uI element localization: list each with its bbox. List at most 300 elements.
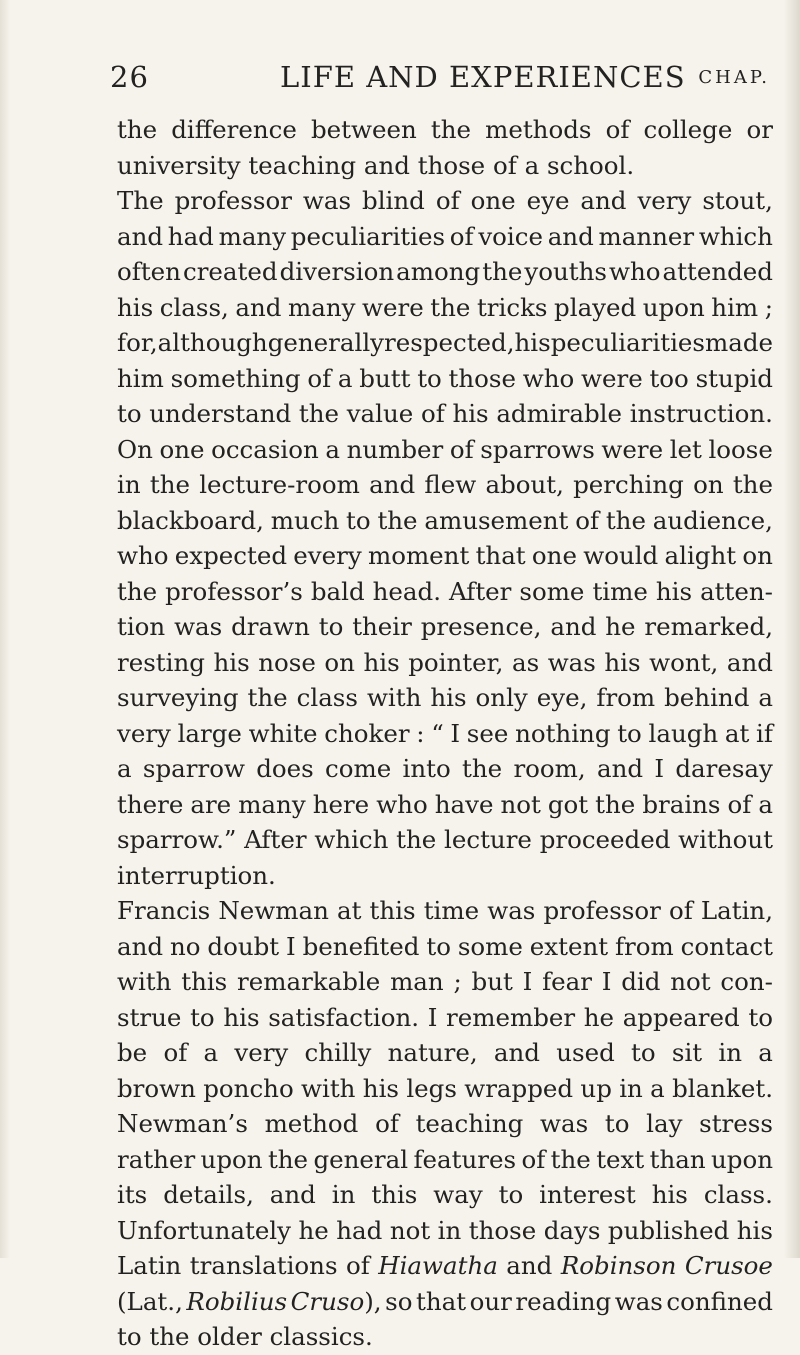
word: I — [286, 931, 296, 961]
word: of — [420, 399, 445, 428]
word: the — [149, 470, 190, 499]
word: Robinson — [560, 1251, 677, 1280]
word: the — [732, 470, 773, 499]
text-line — [117, 1035, 773, 1071]
word: the — [595, 789, 636, 819]
word: Hiawatha — [378, 1251, 498, 1280]
word: with — [366, 683, 422, 712]
word: his — [363, 647, 400, 677]
word: sparrow.” — [117, 825, 237, 854]
word: “ — [431, 718, 444, 748]
word: a — [325, 434, 340, 464]
word: Crusoe — [684, 1251, 773, 1280]
word: used — [556, 1038, 615, 1067]
word: I — [450, 718, 461, 748]
text-line — [117, 787, 773, 823]
word: brains — [642, 789, 721, 819]
word: in — [117, 470, 141, 499]
text-line — [117, 467, 773, 503]
word: his — [223, 1002, 260, 1032]
word: the — [550, 1144, 591, 1174]
word: him — [117, 363, 164, 393]
word: amusement — [424, 505, 569, 535]
word: some — [457, 931, 523, 961]
word: of — [345, 1251, 370, 1280]
page-right-edge — [784, 0, 800, 1258]
word: the — [430, 115, 471, 144]
word: who — [376, 789, 428, 819]
word: confined — [666, 1286, 773, 1316]
word: occasion — [211, 434, 319, 464]
word: often — [117, 257, 181, 286]
word: and — [117, 931, 164, 961]
word: for, — [117, 328, 158, 357]
word: class. — [703, 1180, 773, 1209]
word: this — [181, 967, 228, 996]
word: I — [522, 967, 533, 996]
page-header — [110, 60, 770, 100]
word: the — [462, 754, 503, 783]
word: attended — [662, 257, 773, 286]
text-line — [117, 858, 773, 894]
word: and — [235, 292, 282, 322]
word: professor’s — [165, 576, 303, 606]
word: bald — [310, 576, 365, 606]
word: a — [650, 1073, 665, 1103]
word: ; — [764, 292, 773, 322]
word: surveying — [117, 683, 239, 712]
text-line — [117, 503, 773, 539]
word: got — [547, 789, 589, 819]
word: text — [596, 1144, 645, 1174]
word: resting — [117, 647, 205, 677]
word: which — [314, 825, 389, 854]
word: man — [390, 967, 444, 996]
word: remember — [446, 1002, 576, 1032]
word: college — [643, 115, 733, 144]
word: from — [614, 931, 674, 961]
word: nothing — [515, 718, 611, 748]
word: into — [402, 754, 451, 783]
word: to — [748, 1002, 773, 1032]
word: of — [435, 186, 460, 215]
word: After — [448, 576, 512, 606]
word: to — [631, 1038, 656, 1067]
word: ; — [453, 967, 462, 996]
word: does — [256, 754, 314, 783]
word: After — [244, 825, 307, 854]
word: flew — [424, 470, 477, 499]
word: his — [452, 399, 489, 428]
word: diversion — [279, 257, 395, 286]
word: upon — [642, 292, 705, 322]
word: nose — [258, 647, 316, 677]
word: and — [117, 221, 164, 251]
word: (Lat., — [117, 1286, 183, 1316]
word: to — [417, 363, 442, 393]
word: the — [430, 292, 471, 322]
word: that — [475, 541, 526, 570]
text-line — [117, 716, 773, 752]
word: of — [727, 789, 752, 819]
text-line — [117, 148, 773, 184]
word: up — [580, 1073, 612, 1103]
word: and — [493, 1038, 540, 1067]
word: which — [698, 221, 773, 251]
word: in — [718, 1038, 743, 1067]
word: methods — [485, 115, 592, 144]
word: his — [362, 1073, 399, 1103]
word: without — [678, 825, 773, 854]
word: have — [434, 789, 494, 819]
text-line — [117, 1106, 773, 1142]
word: reading — [515, 1286, 612, 1316]
text-line — [117, 964, 773, 1000]
text-line — [117, 1319, 773, 1355]
word: details, — [163, 1180, 254, 1209]
line-text: interruption. — [117, 860, 276, 890]
word: large — [177, 718, 242, 748]
word: lecture — [444, 825, 532, 854]
word: on — [742, 541, 773, 570]
text-line — [117, 1284, 773, 1320]
word: white — [248, 718, 318, 748]
word: to — [346, 505, 371, 535]
word: value — [346, 399, 414, 428]
word: many — [288, 292, 356, 322]
word: one — [470, 186, 516, 215]
text-line — [117, 361, 773, 397]
word: his — [430, 683, 467, 712]
word: was — [302, 186, 352, 215]
word: their — [352, 612, 412, 641]
word: butt — [359, 363, 411, 393]
word: the — [377, 505, 418, 535]
word: youths — [524, 257, 607, 286]
word: some — [519, 576, 585, 606]
word: this — [369, 896, 416, 925]
word: professor — [174, 186, 292, 215]
word: the — [247, 683, 288, 712]
word: loose — [708, 434, 773, 464]
word: something — [170, 363, 301, 393]
word: time — [592, 576, 648, 606]
text-line — [117, 645, 773, 681]
word: was — [174, 612, 223, 641]
word: played — [554, 292, 637, 322]
word: alight — [664, 541, 737, 570]
word: I — [427, 1002, 438, 1032]
word: Unfortunately — [117, 1215, 291, 1245]
word: remarked, — [644, 612, 773, 641]
word: room, — [513, 754, 586, 783]
word: contact — [680, 931, 773, 961]
word: about, — [485, 470, 564, 499]
word: the — [298, 399, 340, 428]
word: were — [362, 292, 424, 322]
word: translations — [189, 1251, 338, 1280]
word: The — [117, 186, 164, 215]
word: expected — [174, 541, 288, 570]
text-line — [117, 254, 773, 290]
text-line — [117, 680, 773, 716]
word: but — [471, 967, 513, 996]
word: among — [396, 257, 481, 286]
word: upon — [711, 1144, 773, 1174]
word: let — [669, 434, 702, 464]
word: not — [670, 967, 711, 996]
word: in — [619, 1073, 643, 1103]
word: of — [163, 1038, 188, 1067]
word: as — [511, 647, 540, 677]
page-number: 26 — [110, 60, 149, 94]
word: legs — [406, 1073, 457, 1103]
word: of — [307, 363, 332, 393]
text-line — [117, 290, 773, 326]
word: : — [416, 718, 425, 748]
word: would — [583, 541, 659, 570]
word: on — [693, 470, 724, 499]
word: perching — [573, 470, 684, 499]
word: audience, — [652, 505, 773, 535]
running-title: LIFE AND EXPERIENCES — [280, 60, 686, 94]
word: nature, — [387, 1038, 478, 1067]
word: very — [117, 718, 171, 748]
word: had — [167, 221, 214, 251]
word: his — [514, 328, 551, 357]
word: of — [449, 221, 474, 251]
word: and — [269, 1180, 316, 1209]
word: that — [415, 1286, 467, 1316]
word: poncho — [203, 1073, 294, 1103]
word: only — [475, 683, 528, 712]
word: many — [238, 789, 306, 819]
word: were — [581, 363, 643, 393]
word: on — [324, 647, 355, 677]
chapter-label: CHAP. — [698, 67, 770, 88]
text-line — [117, 1248, 773, 1284]
word: did — [621, 967, 661, 996]
word: his — [655, 576, 693, 606]
text-line — [117, 1000, 773, 1036]
text-line — [117, 929, 773, 965]
word: very — [234, 1038, 289, 1067]
word: voice — [478, 221, 543, 251]
word: see — [466, 718, 509, 748]
word: one — [159, 434, 205, 464]
word: days — [543, 1215, 601, 1245]
word: the — [267, 1144, 309, 1174]
word: brown — [117, 1073, 196, 1103]
word: proceeded — [539, 825, 671, 854]
text-line — [117, 112, 773, 148]
word: his — [736, 1215, 773, 1245]
word: class, — [159, 292, 229, 322]
word: tricks — [476, 292, 548, 322]
word: created — [182, 257, 278, 286]
word: Latin, — [700, 896, 773, 925]
word: with — [301, 1073, 356, 1103]
text-line — [117, 1177, 773, 1213]
text-line — [117, 325, 773, 361]
word: there — [117, 789, 184, 819]
word: tion — [117, 612, 166, 641]
word: stupid — [695, 363, 773, 393]
word: peculiarities — [290, 221, 446, 251]
word: of — [521, 1144, 546, 1174]
word: who — [522, 363, 575, 393]
word: this — [371, 1180, 418, 1209]
word: interest — [539, 1180, 636, 1209]
text-line — [117, 1142, 773, 1178]
word: extent — [529, 931, 609, 961]
word: the — [605, 505, 646, 535]
word: than — [649, 1144, 706, 1174]
word: and — [726, 647, 773, 677]
word: to — [190, 1002, 215, 1032]
word: doubt — [207, 931, 280, 961]
word: and — [369, 470, 416, 499]
word: a — [117, 754, 132, 783]
text-line — [117, 574, 773, 610]
word: made — [704, 328, 774, 357]
word: and — [580, 186, 627, 215]
word: Robilius — [186, 1286, 288, 1316]
word: of — [449, 434, 474, 464]
word: come — [325, 754, 392, 783]
word: strue — [117, 1002, 182, 1032]
word: benefited — [302, 931, 420, 961]
word: class — [296, 683, 358, 712]
word: much — [270, 505, 340, 535]
word: eye — [526, 186, 570, 215]
word: instruction. — [629, 399, 773, 428]
word: stress — [699, 1109, 773, 1138]
word: sparrows — [480, 434, 595, 464]
text-line — [117, 609, 773, 645]
word: On — [117, 434, 153, 464]
word: blanket. — [672, 1073, 773, 1103]
word: the — [117, 576, 158, 606]
word: I — [601, 967, 612, 996]
word: him — [711, 292, 759, 322]
word: lecture-room — [199, 470, 360, 499]
text-line — [117, 396, 773, 432]
word: those — [468, 1215, 537, 1245]
word: his — [604, 647, 641, 677]
line-text: university teaching and those of a school. — [117, 150, 635, 180]
word: be — [117, 1038, 148, 1067]
word: manner — [598, 221, 695, 251]
word: in — [437, 1215, 462, 1245]
text-line — [117, 893, 773, 929]
text-line — [117, 183, 773, 219]
word: drawn — [231, 612, 310, 641]
word: his — [213, 647, 250, 677]
word: admirable — [496, 399, 623, 428]
word: to — [617, 718, 642, 748]
word: his — [117, 292, 154, 322]
word: Newman — [218, 896, 329, 925]
word: one — [531, 541, 577, 570]
word: too — [649, 363, 689, 393]
word: was — [540, 1109, 589, 1138]
word: presence, — [420, 612, 542, 641]
word: of — [668, 896, 693, 925]
word: at — [724, 718, 750, 748]
word: chilly — [304, 1038, 372, 1067]
word: and — [547, 221, 594, 251]
word: atten- — [700, 576, 773, 606]
word: blackboard, — [117, 505, 264, 535]
page-left-edge — [0, 0, 10, 1258]
word: his — [651, 1180, 688, 1209]
word: at — [336, 896, 362, 925]
word: moment — [367, 541, 470, 570]
word: he — [298, 1215, 329, 1245]
word: Latin — [117, 1251, 182, 1280]
word: if — [756, 718, 773, 748]
word: number — [346, 434, 444, 464]
word: to — [318, 612, 344, 641]
word: who — [117, 541, 169, 570]
word: and — [506, 1251, 553, 1280]
word: very — [637, 186, 692, 215]
word: stout, — [702, 186, 773, 215]
word: to — [604, 1109, 630, 1138]
word: a — [758, 789, 773, 819]
word: behind — [664, 683, 750, 712]
word: I — [654, 754, 665, 783]
word: sit — [671, 1038, 703, 1067]
word: was — [487, 896, 536, 925]
word: teaching — [415, 1109, 524, 1138]
word: although — [157, 328, 268, 357]
word: he — [583, 1002, 615, 1032]
word: were — [601, 434, 664, 464]
text-line — [117, 219, 773, 255]
word: understand — [149, 399, 292, 428]
word: fear — [542, 967, 592, 996]
body-text — [117, 112, 773, 1355]
word: wont, — [649, 647, 719, 677]
word: upon — [200, 1144, 263, 1174]
word: pointer, — [408, 647, 504, 677]
word: so — [385, 1286, 413, 1316]
word: not — [500, 789, 541, 819]
word: satisfaction. — [268, 1002, 420, 1032]
word: not — [389, 1215, 431, 1245]
word: respected, — [384, 328, 515, 357]
word: features — [413, 1144, 517, 1174]
word: he — [605, 612, 636, 641]
word: rather — [117, 1144, 196, 1174]
word: daresay — [675, 754, 773, 783]
word: with — [117, 967, 172, 996]
word: peculiarities — [550, 328, 705, 357]
word: laugh — [648, 718, 719, 748]
word: head. — [372, 576, 441, 606]
text-line — [117, 751, 773, 787]
word: to — [117, 399, 142, 428]
word: who — [609, 257, 661, 286]
word: here — [312, 789, 370, 819]
text-line — [117, 538, 773, 574]
word: blind — [362, 186, 425, 215]
word: a — [203, 1038, 219, 1067]
word: in — [331, 1180, 356, 1209]
word: professor — [543, 896, 661, 925]
